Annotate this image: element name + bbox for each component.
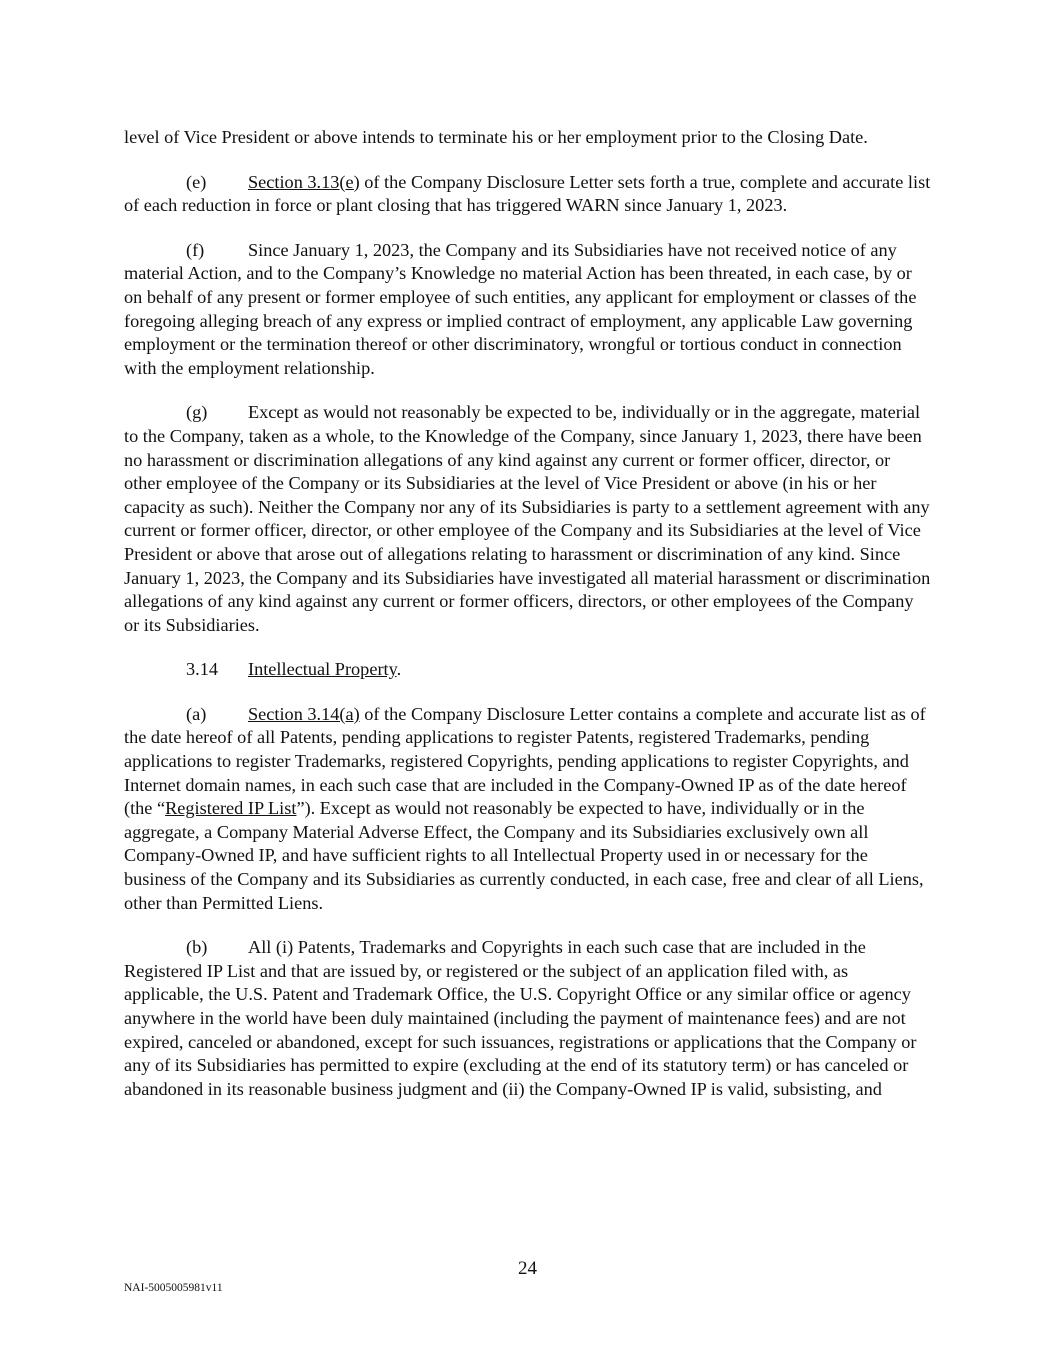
section-number: 3.14	[186, 659, 218, 680]
paragraph-f	[124, 239, 932, 381]
paragraph-a	[124, 703, 932, 915]
paragraph-continuation	[124, 126, 932, 150]
paragraph-g	[124, 401, 932, 637]
section-reference: Section 3.14(a)	[248, 703, 360, 724]
paragraph-label: (f)	[186, 239, 205, 260]
paragraph-text: Since January 1, 2023, the Company and its Subsidiaries have not received notice of any material Action, and to the Company’s Knowledge no material Action has been threated, in each case, by or on behalf of any present or former employee of such entities, any applicant for employment or classes of the foregoing alleging breach of any express or implied contract of employment, any applicable Law governing employment or the termination thereof or other discriminatory, wrongful or tortious conduct in connection with the employment relationship.	[124, 239, 917, 378]
section-reference: Section 3.13(e)	[248, 171, 360, 192]
paragraph-text: of the Company Disclosure Letter contains a complete and accurate list as of the date hereof of all Patents, pending applications to register Patents, registered Trademarks, pending applications to register Trademarks, registered Copyrights, pending applications to register Copyrights, and Internet domain names, in each such case that are included in the Company-Owned IP as of the date hereof (the “	[124, 703, 926, 819]
paragraph-label: (a)	[186, 703, 207, 724]
paragraph-label: (e)	[186, 171, 207, 192]
defined-term: Registered IP List	[165, 798, 297, 819]
paragraph-text: ”). Except as would not reasonably be expected to have, individually or in the aggregate, a Company Material Adverse Effect, the Company and its Subsidiaries exclusively own all Company-Owned IP, and have sufficient rights to all Intellectual Property used in or necessary for the business of the Company and its Subsidiaries as currently conducted, in each case, free and clear of all Liens, other than Permitted Liens.	[124, 798, 924, 913]
section-heading	[124, 658, 932, 682]
paragraph-text: of the Company Disclosure Letter sets forth a true, complete and accurate list of each reduction in force or plant closing that has triggered WARN since January 1, 2023.	[124, 171, 931, 216]
paragraph-label: (g)	[186, 402, 208, 423]
paragraph-label: (b)	[186, 937, 208, 958]
section-title-suffix: .	[396, 659, 402, 680]
paragraph-text: Except as would not reasonably be expected to be, individually or in the aggregate, material to the Company, taken as a whole, to the Knowledge of the Company, since January 1, 2023, there have been no harassment or discrimination allegations of any kind against any current or former officer, director, or other employee of the Company or its Subsidiaries at the level of Vice President or above (in his or her capacity as such). Neither the Company nor any of its Subsidiaries is party to a settlement agreement with any current or former officer, director, or other employee of the Company and its Subsidiaries at the level of Vice President or above that arose out of allegations relating to harassment or discrimination of any kind. Since January 1, 2023, the Company and its Subsidiaries have investigated all material harassment or discrimination allegations of any kind against any current or former officers, directors, or other employees of the Company or its Subsidiaries.	[124, 402, 931, 635]
paragraph-text: level of Vice President or above intends to terminate his or her employment prior to the Closing Date.	[124, 127, 868, 147]
page-body	[124, 126, 932, 1122]
paragraph-e	[124, 171, 932, 218]
paragraph-b	[124, 936, 932, 1101]
page-number: 24	[518, 1258, 537, 1279]
document-id: NAI-5005005981v11	[124, 1282, 223, 1294]
section-title: Intellectual Property	[248, 659, 397, 680]
paragraph-text: All (i) Patents, Trademarks and Copyrights in each such case that are included in the Registered IP List and that are issued by, or registered or the subject of an application filed with, as applicable, the U.S. Patent and Trademark Office, the U.S. Copyright Office or any similar office or agency anywhere in the world have been duly maintained (including the payment of maintenance fees) and are not expired, canceled or abandoned, except for such issuances, registrations or applications that the Company or any of its Subsidiaries has permitted to expire (excluding at the end of its statutory term) or has canceled or abandoned in its reasonable business judgment and (ii) the Company-Owned IP is valid, subsisting, and	[124, 937, 917, 1099]
